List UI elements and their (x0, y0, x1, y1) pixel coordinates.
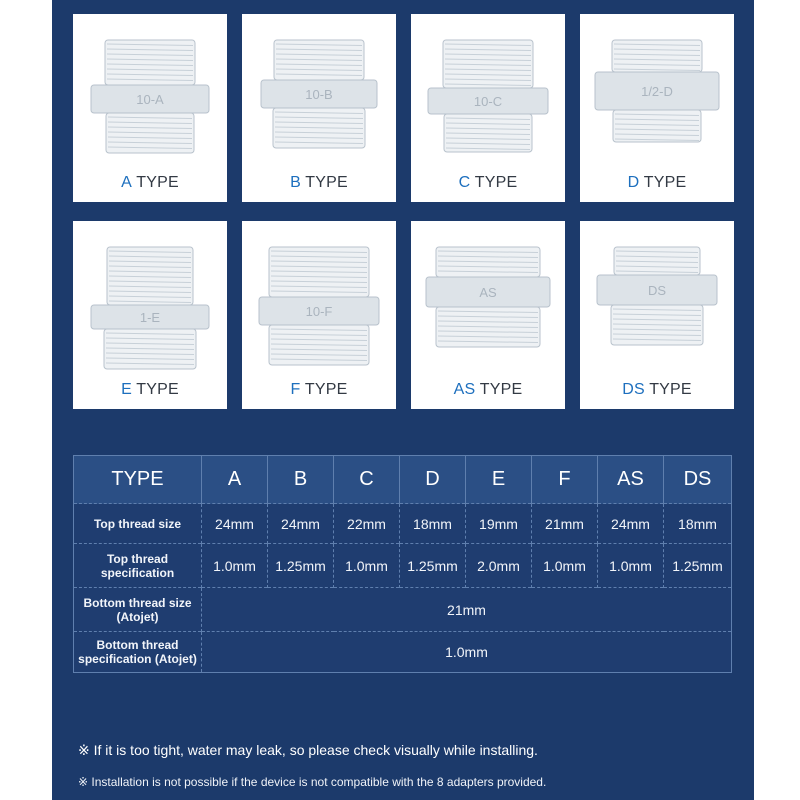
adapter-card-a (73, 14, 227, 202)
type-column-header: DS (664, 456, 732, 504)
adapter-caption (73, 174, 227, 192)
adapter-code: A (121, 174, 132, 191)
type-column-header: AS (598, 456, 664, 504)
adapter-type-word: TYPE (300, 174, 348, 191)
adapter-code: AS (453, 381, 476, 398)
adapter-code: D (627, 174, 640, 191)
adapter-type-word: TYPE (131, 174, 179, 191)
type-column-header: A (202, 456, 268, 504)
spec-cell: 24mm (268, 504, 334, 544)
spec-merged-cell: 21mm (202, 588, 732, 632)
type-header: TYPE (74, 456, 202, 504)
adapter-card-d (580, 14, 734, 202)
spec-cell: 1.0mm (532, 544, 598, 588)
spec-merged-cell: 1.0mm (202, 632, 732, 673)
adapter-figure (73, 221, 227, 371)
adapter-mark: 1/2-D (641, 84, 673, 99)
note-compatibility: ※ Installation is not possible if the device is not compatible with the 8 adapters provided. (78, 775, 547, 789)
adapter-code: F (290, 381, 301, 398)
adapter-type-word: TYPE (131, 381, 179, 398)
spec-cell: 18mm (400, 504, 466, 544)
spec-cell: 18mm (664, 504, 732, 544)
adapter-caption (411, 174, 565, 192)
adapter-mark: 10-C (473, 94, 503, 109)
adapter-type-word: TYPE (639, 174, 687, 191)
adapter-caption (73, 381, 227, 399)
spec-cell: 2.0mm (466, 544, 532, 588)
spec-row (74, 504, 732, 544)
spec-cell: 19mm (466, 504, 532, 544)
spec-row-label: Bottom thread size (Atojet) (74, 588, 202, 632)
note-tight-fit: ※ If it is too tight, water may leak, so please check visually while installing. (78, 742, 538, 758)
spec-row-label: Bottom thread specification (Atojet) (74, 632, 202, 673)
adapter-type-word: TYPE (300, 381, 348, 398)
adapter-mark: 1-E (139, 310, 161, 325)
adapter-figure (411, 14, 565, 164)
spec-cell: 1.0mm (334, 544, 400, 588)
spec-cell: 1.0mm (598, 544, 664, 588)
spec-cell: 1.25mm (268, 544, 334, 588)
adapter-top-thread (105, 40, 195, 85)
adapter-code: C (458, 174, 471, 191)
type-column-header: F (532, 456, 598, 504)
adapter-mark: 10-B (305, 87, 333, 102)
adapter-mark: AS (479, 285, 497, 300)
adapter-caption (580, 381, 734, 399)
spec-cell: 1.25mm (400, 544, 466, 588)
spec-cell: 21mm (532, 504, 598, 544)
spec-row-merged (74, 588, 732, 632)
adapter-card-f (242, 221, 396, 409)
adapter-figure (242, 221, 396, 371)
adapter-figure (580, 221, 734, 371)
spec-cell: 1.0mm (202, 544, 268, 588)
adapter-mark: DS (647, 283, 667, 298)
adapter-card-b (242, 14, 396, 202)
spec-cell: 1.25mm (664, 544, 732, 588)
adapter-figure (73, 14, 227, 164)
adapter-card-as (411, 221, 565, 409)
spec-cell: 22mm (334, 504, 400, 544)
adapter-mark: 10-A (136, 92, 164, 107)
spec-row (74, 544, 732, 588)
spec-row-label: Top thread specification (74, 544, 202, 588)
adapter-type-word: TYPE (470, 174, 518, 191)
type-column-header: E (466, 456, 532, 504)
adapter-mark: 10-F (305, 304, 333, 319)
adapter-figure (411, 221, 565, 371)
spec-cell: 24mm (202, 504, 268, 544)
adapter-type-word: TYPE (644, 381, 692, 398)
adapter-type-word: TYPE (475, 381, 523, 398)
adapter-caption (242, 174, 396, 192)
adapter-code: E (121, 381, 132, 398)
type-column-header: B (268, 456, 334, 504)
spec-table-header (74, 456, 732, 504)
adapter-figure (580, 14, 734, 164)
adapter-card-c (411, 14, 565, 202)
adapter-caption (411, 381, 565, 399)
product-panel (52, 0, 754, 800)
adapter-figure (242, 14, 396, 164)
adapter-caption (242, 381, 396, 399)
adapter-card-e (73, 221, 227, 409)
spec-table (73, 455, 732, 673)
adapter-card-ds (580, 221, 734, 409)
spec-row-label: Top thread size (74, 504, 202, 544)
adapter-code: B (290, 174, 301, 191)
type-column-header: D (400, 456, 466, 504)
spec-cell: 24mm (598, 504, 664, 544)
spec-row-merged (74, 632, 732, 673)
adapter-caption (580, 174, 734, 192)
adapter-code: DS (622, 381, 645, 398)
type-column-header: C (334, 456, 400, 504)
